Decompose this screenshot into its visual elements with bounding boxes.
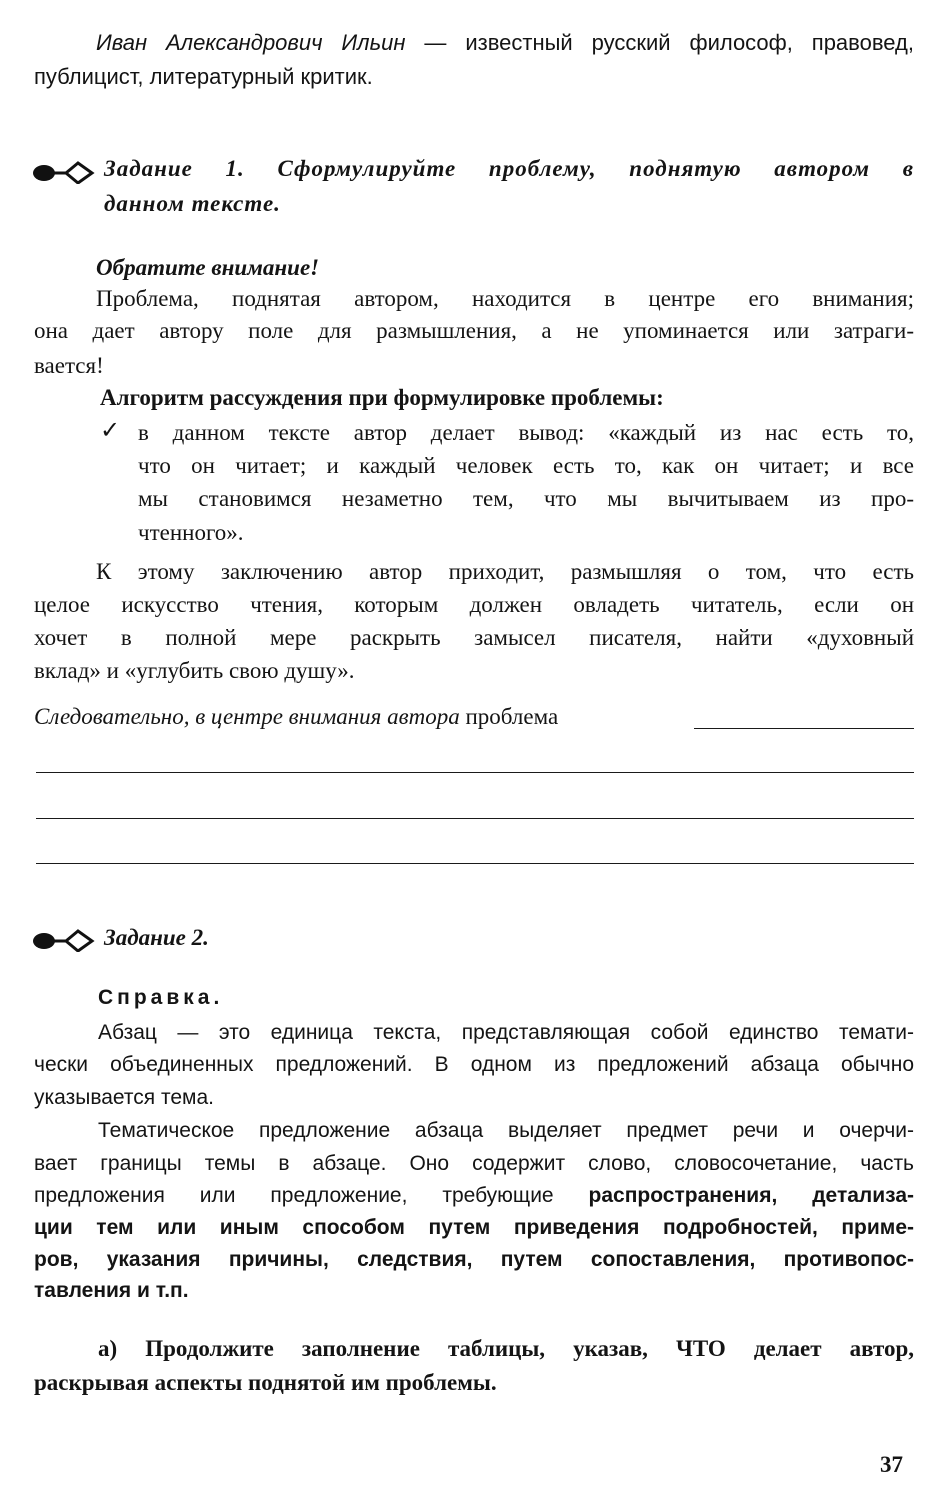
author-description: — известный русский философ, правовед, <box>405 30 914 55</box>
bullet-line-3: мы становимся незаметно тем, что мы вычитываем из про- <box>138 486 914 511</box>
task1-heading-line-2: данном тексте. <box>104 191 281 216</box>
paragraph-line-4: вклад» и «углубить свою душу». <box>34 658 355 683</box>
conclusion-regular: проблема <box>459 704 559 729</box>
author-name: Иван Александрович Ильин <box>96 30 406 55</box>
page-number: 37 <box>880 1452 903 1477</box>
instruction-line-2: раскрывая аспекты поднятой им проблемы. <box>34 1370 497 1395</box>
thematic-line-6: тавления и т.п. <box>34 1279 189 1302</box>
attention-label: Обратите внимание! <box>96 255 320 280</box>
conclusion-italic: Следовательно, в центре внимания автора <box>34 704 460 729</box>
paragraph-line-3: хочет в полной мере раскрыть замысел писателя, найти «духовный <box>34 625 914 650</box>
algorithm-title: Алгоритм рассуждения при формулировке проблемы: <box>100 385 664 410</box>
bullet-line-2: что он читает; и каждый человек есть то, как он читает; и все <box>138 453 914 478</box>
thematic-line-3 <box>34 1184 914 1208</box>
definition-line-3: указывается тема. <box>34 1086 214 1109</box>
answer-line-1[interactable] <box>36 772 914 773</box>
thematic-line-3-regular: предложения или предложение, требующие <box>34 1184 589 1207</box>
thematic-line-3-bold: распространения, детализа- <box>588 1184 914 1207</box>
thematic-line-4: ции тем или иным способом путем приведения подробностей, приме- <box>34 1216 914 1239</box>
definition-line-1: Абзац — это единица текста, представляющая собой единство темати- <box>98 1021 914 1044</box>
thematic-line-1: Тематическое предложение абзаца выделяет предмет речи и очерчи- <box>98 1119 914 1142</box>
task2-marker-icon <box>30 928 100 952</box>
bullet-line-1: в данном тексте автор делает вывод: «каждый из нас есть то, <box>138 420 914 445</box>
task1-heading-line-1: Задание 1. Сформулируйте проблему, поднятую автором в <box>104 156 914 181</box>
note-line-1: Проблема, поднятая автором, находится в центре его внимания; <box>96 286 914 311</box>
reference-title: Справка. <box>98 986 224 1009</box>
answer-line-2[interactable] <box>36 818 914 819</box>
note-line-3: вается! <box>34 353 104 378</box>
bullet-line-4: чтенного». <box>138 520 244 545</box>
instruction-line-1: а) Продолжите заполнение таблицы, указав, ЧТО делает автор, <box>98 1336 914 1361</box>
conclusion-prompt <box>34 704 558 730</box>
note-line-2: она дает автору поле для размышления, а не упоминается или затраги- <box>34 318 914 343</box>
answer-line-3[interactable] <box>36 863 914 864</box>
task1-marker-icon <box>30 160 100 184</box>
paragraph-line-1: К этому заключению автор приходит, размышляя о том, что есть <box>96 559 914 584</box>
thematic-line-5: ров, указания причины, следствия, путем сопоставления, противопос- <box>34 1248 914 1271</box>
check-mark-icon: ✓ <box>100 417 121 444</box>
intro-line-2: публицист, литературный критик. <box>34 64 373 89</box>
definition-line-2: чески объединенных предложений. В одном из предложений абзаца обычно <box>34 1053 914 1076</box>
paragraph-line-2: целое искусство чтения, которым должен овладеть читатель, если он <box>34 592 914 617</box>
task2-heading: Задание 2. <box>104 925 209 950</box>
answer-line-inline[interactable] <box>694 728 914 729</box>
thematic-line-2: вает границы темы в абзаце. Оно содержит слово, словосочетание, часть <box>34 1152 914 1175</box>
intro-line-1 <box>96 30 914 56</box>
